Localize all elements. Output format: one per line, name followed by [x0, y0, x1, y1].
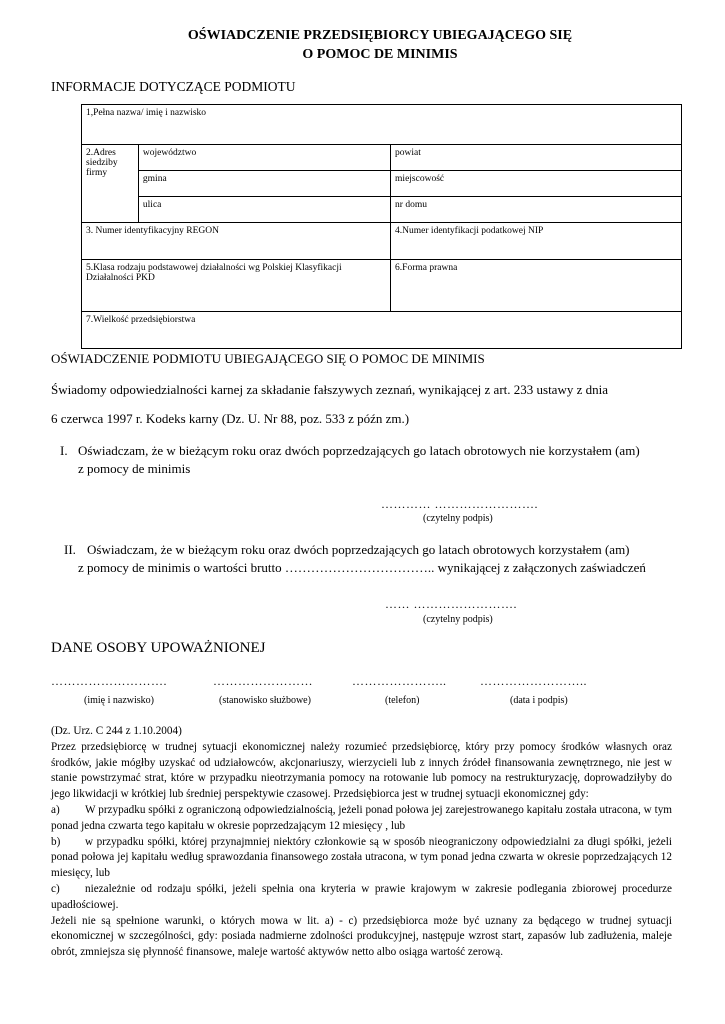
field-miejscowosc[interactable]: miejscowość	[391, 171, 682, 197]
declaration-2-line-2: z pomocy de minimis o wartości brutto …………………………….. wynikającej z załączonych zaświadczeń	[78, 560, 646, 575]
legal-point-a-text: W przypadku spółki z ograniczoną odpowiedzialnością, jeżeli ponad połowa jej zarejestrowanego kapitału została utracona, w tym ponad jedna czwarta tego kapitału w okresie poprzedzającym 12 miesięcy , lub	[51, 803, 672, 832]
legal-definition-block	[51, 724, 672, 961]
declaration-1-line-1: Oświadczam, że w bieżącym roku oraz dwóch poprzedzających go latach obrotowych nie korzystałem (am)	[78, 443, 640, 458]
legal-point-c-text: niezależnie od rodzaju spółki, jeżeli spełnia ona kryteria w prawie krajowym w zakresie podlegania zbiorowej procedurze upadłościowej.	[51, 882, 672, 911]
declaration-1-line-2: z pomocy de minimis	[78, 461, 191, 476]
declaration-2-line-1: Oświadczam, że w bieżącym roku oraz dwóch poprzedzających go latach obrotowych korzystałem (am)	[87, 542, 630, 557]
legal-point-b-label: b)	[51, 835, 61, 848]
field-wielkosc[interactable]: 7.Wielkość przedsiębiorstwa	[82, 312, 682, 349]
legal-point-b	[51, 835, 672, 882]
field-nr-domu[interactable]: nr domu	[391, 197, 682, 223]
legal-point-c-label: c)	[51, 882, 60, 895]
entity-info-table	[81, 104, 682, 349]
field-forma-prawna[interactable]: 6.Forma prawna	[391, 260, 682, 312]
field-gmina[interactable]: gmina	[138, 171, 390, 197]
declaration-2-number: II.	[64, 542, 76, 557]
awareness-line-2: 6 czerwca 1997 r. Kodeks karny (Dz. U. Nr 88, poz. 533 z późn zm.)	[51, 411, 410, 426]
field-full-name-label: 1,Pełna nazwa/ imię i nazwisko	[86, 108, 207, 118]
field-powiat[interactable]: powiat	[391, 145, 682, 171]
auth-name-line[interactable]: ……………………….	[51, 674, 167, 688]
signature-2-line[interactable]: …… …………………….	[385, 597, 517, 611]
section-heading-declaration: OŚWIADCZENIE PODMIOTU UBIEGAJĄCEGO SIĘ O POMOC DE MINIMIS	[51, 351, 485, 366]
signature-1-label: (czytelny podpis)	[423, 513, 493, 524]
auth-position-line[interactable]: ……………………	[213, 674, 313, 688]
legal-reference: (Dz. Urz. C 244 z 1.10.2004)	[51, 725, 182, 737]
section-heading-entity-info: INFORMACJE DOTYCZĄCE PODMIOTU	[51, 79, 296, 94]
signature-1-line[interactable]: ………… …………………….	[381, 497, 538, 511]
document-title-line1: OŚWIADCZENIE PRZEDSIĘBIORCY UBIEGAJĄCEGO SIĘ	[187, 28, 573, 43]
auth-name-label: (imię i nazwisko)	[84, 695, 154, 706]
awareness-line-1: Świadomy odpowiedzialności karnej za składanie fałszywych zeznań, wynikającej z art. 233 ustawy z dnia	[51, 382, 608, 397]
legal-final-paragraph: Jeżeli nie są spełnione warunki, o których mowa w lit. a) - c) przedsiębiorca może być uznany za będącego w trudnej sytuacji ekonomicznej w szczególności, gdy: posiada nadmierne zdolności produkcyjnej, następuje wzrost start, zapasów lub zadłużenia, maleje obrót, zmniejsza się płynność finansowe, maleje wartość aktywów netto albo osiąga wartość zerową.	[51, 914, 672, 959]
legal-point-b-text: w przypadku spółki, której przynajmniej niektóry członkowie są w sposób nieograniczony odpowiedzialni za długi spółki, jeżeli ponad połowa jej kapitału według sprawozdania finansowego została utracona, w tym ponad jedna czwarta w okresie poprzedzających 12 miesięcy, lub	[51, 835, 672, 880]
auth-date-line[interactable]: ……………………..	[480, 674, 587, 688]
signature-2-label: (czytelny podpis)	[423, 614, 493, 625]
field-address-label: 2.Adres siedziby firmy	[82, 145, 139, 223]
section-heading-authorized-person: DANE OSOBY UPOWAŻNIONEJ	[51, 640, 266, 656]
auth-phone-line[interactable]: …………………..	[352, 674, 447, 688]
legal-intro-paragraph: Przez przedsiębiorcę w trudnej sytuacji ekonomicznej należy rozumieć przedsiębiorcę, który przy pomocy środków własnych oraz środków, jakie mógłby uzyskać od udziałowców, akcjonariuszy, wierzycieli lub z innych źródeł finansowania zewnętrznego, nie jest w stanie powstrzymać strat, które w przypadku nieotrzymania pomocy na rotowanie lub pomocy na restrukturyzację, doprowadziłyby do jego likwidacji w krótkiej lub średniej perspektywie czasowej. Przedsiębiorca jest w trudnej sytuacji ekonomicznej gdy:	[51, 740, 672, 801]
field-wojewodztwo[interactable]: województwo	[138, 145, 390, 171]
field-regon[interactable]: 3. Numer identyfikacyjny REGON	[82, 223, 391, 260]
document-title-line2: O POMOC DE MINIMIS	[302, 47, 458, 62]
field-ulica[interactable]: ulica	[138, 197, 390, 223]
auth-phone-label: (telefon)	[385, 695, 420, 706]
field-nip[interactable]: 4.Numer identyfikacji podatkowej NIP	[391, 223, 682, 260]
legal-point-c	[51, 882, 672, 914]
legal-point-a	[51, 803, 672, 835]
auth-date-label: (data i podpis)	[510, 695, 568, 706]
field-full-name[interactable]	[82, 105, 682, 145]
field-pkd[interactable]: 5.Klasa rodzaju podstawowej działalności wg Polskiej Klasyfikacji Działalności PKD	[82, 260, 391, 312]
auth-position-label: (stanowisko służbowe)	[219, 695, 311, 706]
legal-point-a-label: a)	[51, 803, 60, 816]
declaration-1-number: I.	[60, 443, 68, 458]
